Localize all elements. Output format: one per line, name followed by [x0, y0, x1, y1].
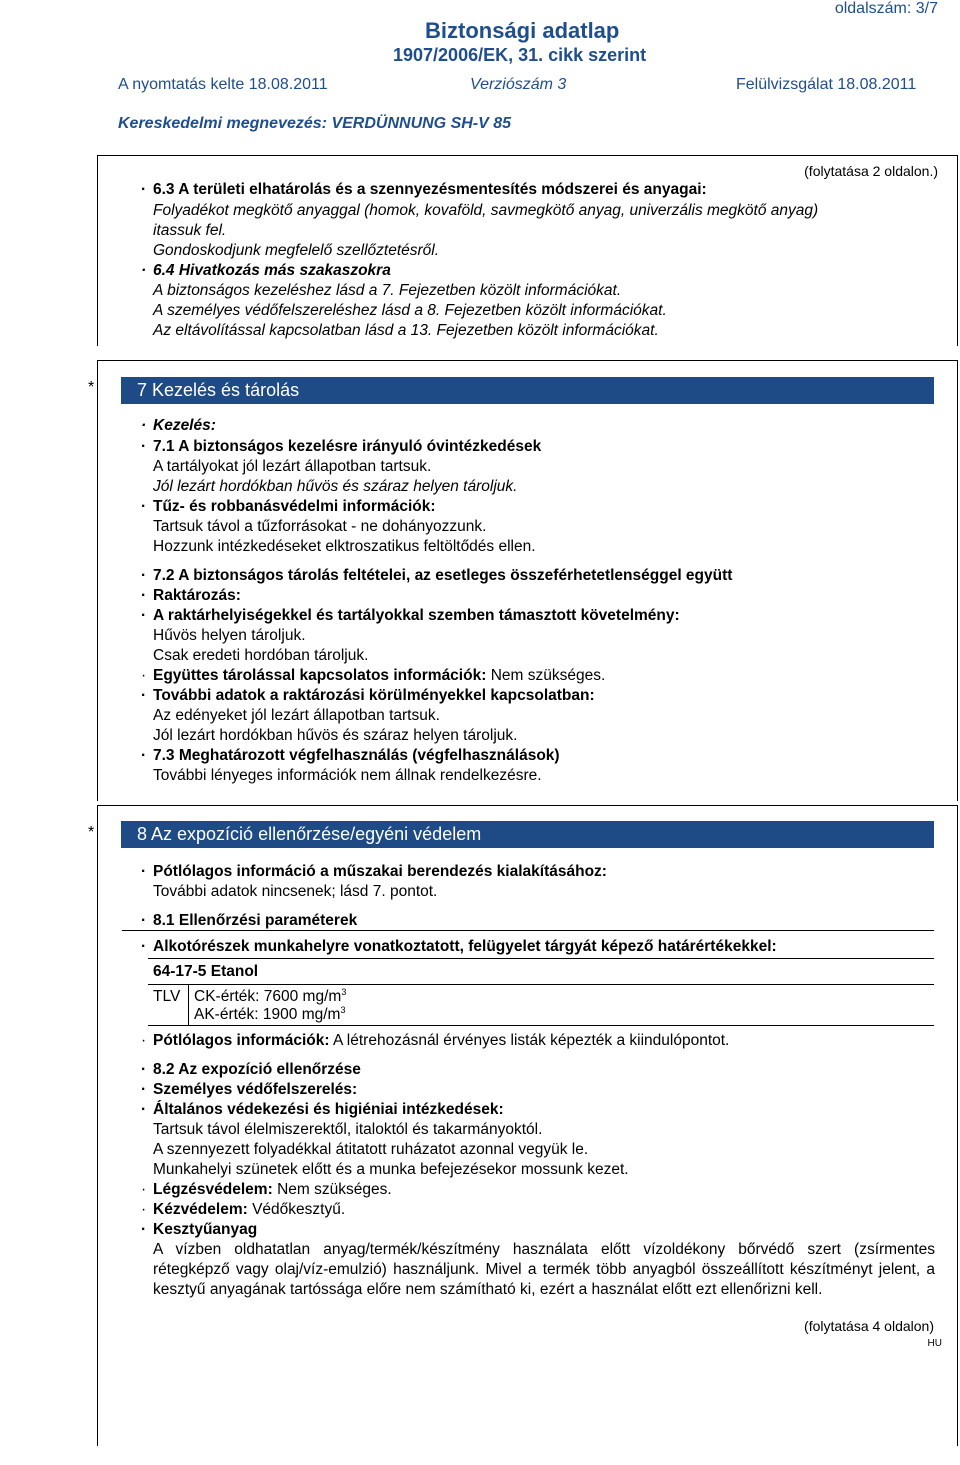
- text-line: Az eltávolítással kapcsolatban lásd a 13. Fejezetben közölt információkat.: [153, 322, 659, 339]
- text-line: További lényeges információk nem állnak rendelkezésre.: [153, 767, 542, 784]
- text-line: Tartsuk távol élelmiszerektől, italoktól és takarmányoktól.: [153, 1121, 543, 1138]
- table-divider: [188, 985, 189, 1025]
- revision-date: Felülvizsgálat 18.08.2011: [736, 76, 917, 93]
- heading-7-1: · 7.1 A biztonságos kezelésre irányuló óvintézkedések: [141, 438, 542, 455]
- regulation-subtitle: 1907/2006/EK, 31. cikk szerint: [393, 45, 647, 65]
- trade-name: Kereskedelmi megnevezés: VERDÜNNUNG SH-V 85: [118, 115, 512, 132]
- text-line: Jól lezárt hordókban hűvös és száraz helyen tároljuk.: [153, 478, 518, 495]
- table-divider: [122, 930, 934, 931]
- glove-paragraph: A vízben oldhatatlan anyag/termék/készítmény használata előtt vízoldékony bőrvédő szert (zsírmentes rétegképző vagy olaj/víz-emulzió) használjunk. Mivel a termék több anyagból összeállított készítményt jelent, a kesztyű anyagának tartóssága előre nem számítható ki, ezért a használat előtt ezt ellenőrizni kell.: [153, 1241, 935, 1298]
- joint-storage-info: · Együttes tárolással kapcsolatos információk: Nem szükséges.: [141, 667, 606, 684]
- label-hygiene: · Általános védekezési és higiéniai intézkedések:: [141, 1101, 504, 1118]
- text-line: Munkahelyi szünetek előtt és a munka befejezésekor mossunk kezet.: [153, 1161, 629, 1178]
- text-line: Az edényeket jól lezárt állapotban tartsuk.: [153, 707, 440, 724]
- tlv-label: TLV: [153, 988, 181, 1005]
- document-title: Biztonsági adatlap: [425, 18, 620, 43]
- extra-info: · Pótlólagos információk: A létrehozásnál érvényes listák képezték a kiindulópontot.: [141, 1032, 730, 1049]
- label-ppe: · Személyes védőfelszerelés:: [141, 1081, 358, 1098]
- label-fire-protection: · Tűz- és robbanásvédelmi információk:: [141, 498, 436, 515]
- language-code: HU: [927, 1338, 942, 1349]
- text-line: Hozzunk intézkedéseket elktroszatikus feltöltődés ellen.: [153, 538, 536, 555]
- label-storage-requirement: · A raktárhelyiségekkel és tartályokkal szemben támasztott követelmény:: [141, 607, 680, 624]
- print-date: A nyomtatás kelte 18.08.2011: [118, 76, 328, 93]
- table-divider: [148, 984, 934, 985]
- heading-8-1: · 8.1 Ellenőrzési paraméterek: [141, 912, 358, 929]
- continued-from-note: (folytatása 2 oldalon.): [804, 163, 938, 179]
- label-handling: · Kezelés:: [141, 417, 216, 434]
- change-marker: *: [88, 379, 95, 396]
- section-7-title: 7 Kezelés és tárolás: [121, 377, 934, 404]
- text-line: Csak eredeti hordóban tároljuk.: [153, 647, 369, 664]
- text-line: Folyadékot megkötő anyaggal (homok, kovaföld, savmegkötő anyag, univerzális megkötő anyag): [153, 202, 819, 219]
- label-technical-info: · Pótlólagos információ a műszakai berendezés kialakításához:: [141, 863, 607, 880]
- label-storage: · Raktározás:: [141, 587, 241, 604]
- text-line: itassuk fel.: [153, 222, 227, 239]
- section-8-title: 8 Az expozíció ellenőrzése/egyéni védelem: [121, 821, 934, 848]
- text-line: Gondoskodjunk megfelelő szellőztetésről.: [153, 242, 440, 259]
- text-line: A biztonságos kezeléshez lásd a 7. Fejezetben közölt információkat.: [153, 282, 622, 299]
- heading-7-3: · 7.3 Meghatározott végfelhasználás (végfelhasználások): [141, 747, 560, 764]
- text-line: További adatok nincsenek; lásd 7. pontot.: [153, 883, 438, 900]
- text-line: Hűvös helyen tároljuk.: [153, 627, 306, 644]
- change-marker: *: [88, 824, 95, 841]
- ak-value: AK-érték: 1900 $mg/m^3$: [194, 1004, 346, 1023]
- ck-value: CK-érték: 7600 $mg/m^3$: [194, 986, 347, 1005]
- heading-8-2: · 8.2 Az expozíció ellenőrzése: [141, 1061, 361, 1078]
- heading-7-2: · 7.2 A biztonságos tárolás feltételei, az esetleges összeférhetetlenséggel együtt: [141, 567, 733, 584]
- version-number: Verziószám 3: [470, 76, 567, 93]
- text-line: A szennyezett folyadékkal átitatott ruházatot azonnal vegyük le.: [153, 1141, 589, 1158]
- page-number: oldalszám: 3/7: [834, 0, 938, 17]
- text-line: A személyes védőfelszereléshez lásd a 8. Fejezetben közölt információkat.: [153, 302, 667, 319]
- text-line: Jól lezárt hordókban hűvös és száraz helyen tároljuk.: [153, 727, 518, 744]
- text-line: Tartsuk távol a tűzforrásokat - ne dohányozzunk.: [153, 518, 487, 535]
- label-glove-material: · Kesztyűanyag: [141, 1221, 258, 1238]
- label-further-storage: · További adatok a raktározási körülményekkel kapcsolatban:: [141, 687, 595, 704]
- table-divider: [148, 958, 934, 959]
- label-limit-values: · Alkotórészek munkahelyre vonatkoztatott, felügyelet tárgyát képező határértékekkel:: [141, 938, 777, 955]
- text-line: A tartályokat jól lezárt állapotban tartsuk.: [153, 458, 432, 475]
- continued-to-note: (folytatása 4 oldalon): [804, 1318, 934, 1334]
- respiratory-protection: · Légzésvédelem: Nem szükséges.: [141, 1181, 392, 1198]
- substance-name: 64-17-5 Etanol: [153, 963, 259, 980]
- heading-6-3: · 6.3 A területi elhatárolás és a szennyezésmentesítés módszerei és anyagai:: [141, 181, 707, 198]
- hand-protection: · Kézvédelem: Védőkesztyű.: [141, 1201, 346, 1218]
- table-divider: [148, 1025, 934, 1026]
- heading-6-4: · 6.4 Hivatkozás más szakaszokra: [141, 262, 391, 279]
